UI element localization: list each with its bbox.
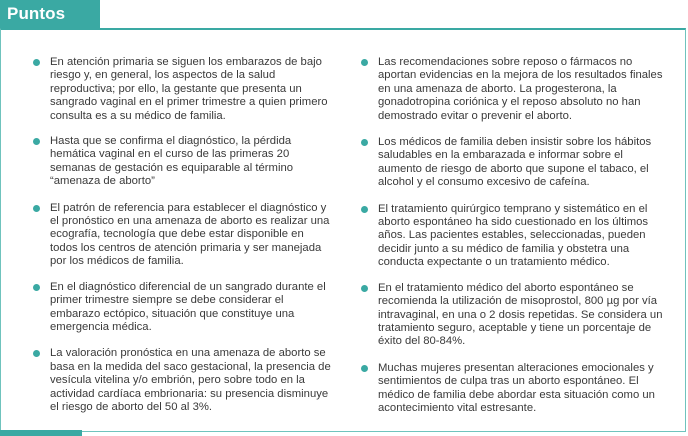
key-point	[32, 347, 334, 414]
key-point-text: En el tratamiento médico del aborto espontáneo se recomienda la utilización de misoprostol, 800 µg por vía intravaginal, en una o 2 dosis repetidas. Se considera un tratamiento seguro, aceptable y tiene un porcentaje de éxito del 80-84%.	[378, 281, 663, 348]
key-point	[32, 202, 334, 269]
bullet-dot-icon	[361, 285, 368, 292]
bullet-dot-icon	[361, 206, 368, 213]
key-point	[360, 203, 664, 270]
bullet-dot-icon	[361, 59, 368, 66]
bullet-dot-icon	[33, 59, 40, 66]
key-point-text: El patrón de referencia para establecer el diagnóstico y el pronóstico en una amenaza de aborto es realizar una ecografía, tecnología que debe estar disponible en todos los centros de atención primaria y ser manejada por los médicos de familia.	[50, 201, 330, 268]
key-point-text: En el diagnóstico diferencial de un sangrado durante el primer trimestre siempre se debe considerar el embarazo ectópico, situación que constituye una emergencia médica.	[50, 280, 326, 333]
key-point	[32, 56, 334, 123]
key-point	[32, 135, 334, 189]
key-point-text: El tratamiento quirúrgico temprano y sistemático en el aborto espontáneo ha sido cuestionado en los últimos años. Las pacientes estables, seleccionadas, pueden decidir junto a su médico de familia y obstetra una conducta expectante o un tratamiento médico.	[378, 202, 649, 269]
key-point-text: Hasta que se confirma el diagnóstico, la pérdida hemática vaginal en el curso de las primeras 20 semanas de gestación es equiparable al término “amenaza de aborto”	[50, 135, 294, 188]
bullet-dot-icon	[33, 284, 40, 291]
key-point-text: Muchas mujeres presentan alteraciones emocionales y sentimientos de culpa tras un aborto espontáneo. El médico de familia debe abordar esta situación como un acontecimiento vital estresante.	[378, 361, 655, 414]
key-point-text: Las recomendaciones sobre reposo o fármacos no aportan evidencias en la mejora de los resultados finales en una amenaza de aborto. La progesterona, la gonadotropina coriónica y el reposo absoluto no han demostrado evitar o prevenir el aborto.	[378, 56, 663, 122]
key-point	[360, 282, 664, 349]
key-point-text: La valoración pronóstica en una amenaza de aborto se basa en la medida del saco gestacional, la presencia de vesícula vitelina y/o embrión, pero sobre todo en la actividad cardíaca embrionaria: su presencia disminuye el riesgo de aborto del 50 al 3%.	[50, 347, 331, 413]
bullet-dot-icon	[33, 205, 40, 212]
key-point	[32, 281, 334, 335]
key-point-text: Los médicos de familia deben insistir sobre los hábitos saludables en la embarazada e informar sobre el aumento de riesgo de aborto que supone el tabaco, el alcohol y el consumo excesivo de cafeína.	[378, 136, 652, 189]
section-title: Puntos clave	[0, 0, 100, 28]
bullet-dot-icon	[361, 365, 368, 372]
key-points-left-column	[32, 56, 334, 414]
bottom-accent-bar	[0, 430, 82, 436]
key-point	[360, 56, 664, 123]
bullet-dot-icon	[33, 350, 40, 357]
bullet-dot-icon	[33, 138, 40, 145]
key-points-right-column	[360, 56, 664, 415]
bullet-dot-icon	[361, 139, 368, 146]
key-point	[360, 362, 664, 416]
key-point	[360, 136, 664, 190]
key-point-text: En atención primaria se siguen los embarazos de bajo riesgo y, en general, los aspectos de la salud reproductiva; por ello, la gestante que presenta un sangrado vaginal en el primer trimestre a quien primero consulta es a su médico de familia.	[50, 56, 328, 122]
